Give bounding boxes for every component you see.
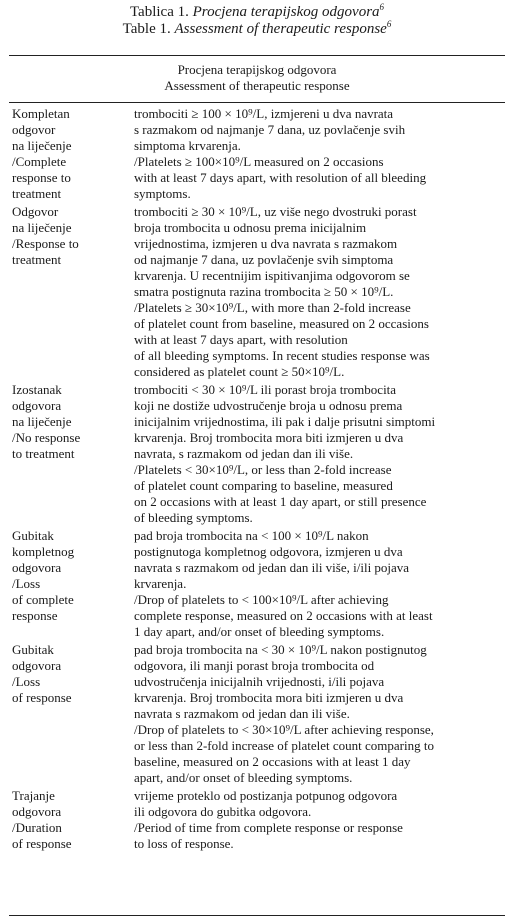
term-line: treatment <box>12 252 62 267</box>
description-line: vrijeme proteklo od postizanja potpunog odgovora <box>134 788 398 803</box>
term-line: Izostanak <box>12 382 62 397</box>
description-line: navrata s razmakom od jedan dan ili više, i/ili pojava <box>134 560 410 575</box>
description-cell <box>134 106 506 202</box>
term-line: Gubitak <box>12 642 54 657</box>
description-line: of platelet count comparing to baseline, measured <box>134 478 393 493</box>
term-line: Kompletan <box>12 106 70 121</box>
description-line: navrata s razmakom od jedan dan ili više. <box>134 706 350 721</box>
description-line: /Drop of platelets to < 30×10⁹/L after achieving response, <box>134 722 434 737</box>
term-line: /No response <box>12 430 81 445</box>
column-header-en: Assessment of therapeutic response <box>164 78 350 93</box>
description-line: udvostručenja inicijalnih vrijednosti, i/ili pojava <box>134 674 385 689</box>
description-line: s razmakom od najmanje 7 dana, uz povlačenje svih <box>134 122 406 137</box>
description-line: apart, and/or onset of bleeding symptoms. <box>134 770 353 785</box>
description-line: trombociti ≥ 30 × 10⁹/L, uz više nego dvostruki porast <box>134 204 417 219</box>
description-line: vrijednostima, izmjeren u dva navrata s razmakom <box>134 236 398 251</box>
description-cell <box>134 528 506 640</box>
term-line: na liječenje <box>12 414 72 429</box>
caption-hr <box>0 4 514 21</box>
description-line: krvarenja. U recentnijim ispitivanjima odgovorom se <box>134 268 410 283</box>
caption-label-en: Table 1. <box>122 21 171 37</box>
description-line: of platelet count from baseline, measured on 2 occasions <box>134 316 429 331</box>
header-rule <box>9 102 505 103</box>
term-cell <box>12 788 134 852</box>
term-line: of response <box>12 836 72 851</box>
term-line: of complete <box>12 592 74 607</box>
term-line: odgovora <box>12 398 62 413</box>
term-line: to treatment <box>12 446 75 461</box>
description-line: to loss of response. <box>134 836 234 851</box>
description-line: of bleeding symptoms. <box>134 510 253 525</box>
description-line: 1 day apart, and/or onset of bleeding symptoms. <box>134 624 385 639</box>
term-cell <box>12 106 134 202</box>
term-line: odgovor <box>12 122 56 137</box>
description-line: inicijalnim vrijednostima, ili pak i dalje prisutni simptomi <box>134 414 436 429</box>
term-line: /Loss <box>12 576 41 591</box>
description-line: /Platelets < 30×10⁹/L, or less than 2-fold increase <box>134 462 392 477</box>
table-caption <box>0 0 514 38</box>
table-row <box>12 642 506 786</box>
table-row <box>12 528 506 640</box>
description-line: /Platelets ≥ 30×10⁹/L, with more than 2-fold increase <box>134 300 411 315</box>
term-line: treatment <box>12 186 62 201</box>
description-line: trombociti ≥ 100 × 10⁹/L, izmjereni u dva navrata <box>134 106 394 121</box>
caption-title-en: Assessment of therapeutic response <box>174 21 387 37</box>
table-row <box>12 106 506 202</box>
description-line: trombociti < 30 × 10⁹/L ili porast broja trombocita <box>134 382 397 397</box>
description-line: baseline, measured on 2 occasions with at least 1 day <box>134 754 411 769</box>
description-line: koji ne dostiže udvostručenje broja u odnosu prema <box>134 398 403 413</box>
description-line: complete response, measured on 2 occasions with at least <box>134 608 433 623</box>
table-row <box>12 788 506 852</box>
caption-ref-hr: 6 <box>379 2 385 12</box>
description-line: /Drop of platelets to < 100×10⁹/L after achieving <box>134 592 389 607</box>
term-cell <box>12 382 134 526</box>
description-line: /Platelets ≥ 100×10⁹/L measured on 2 occasions <box>134 154 384 169</box>
term-line: /Duration <box>12 820 62 835</box>
description-line: navrata, s razmakom od jedan dan ili više. <box>134 446 354 461</box>
term-cell <box>12 204 134 380</box>
description-line: ili odgovora do gubitka odgovora. <box>134 804 312 819</box>
term-line: /Loss <box>12 674 41 689</box>
caption-label-hr: Tablica 1. <box>129 4 189 20</box>
term-line: /Response to <box>12 236 79 251</box>
description-line: pad broja trombocita na < 30 × 10⁹/L nakon postignutog <box>134 642 427 657</box>
top-rule <box>9 55 505 56</box>
description-line: smatra postignuta razina trombocita ≥ 50 × 10⁹/L. <box>134 284 394 299</box>
description-line: krvarenja. Broj trombocita mora biti izmjeren u dva <box>134 430 404 445</box>
description-line: symptoms. <box>134 186 191 201</box>
description-line: considered as platelet count ≥ 50×10⁹/L. <box>134 364 345 379</box>
description-cell <box>134 382 506 526</box>
description-cell <box>134 788 506 852</box>
description-cell <box>134 642 506 786</box>
bottom-rule <box>9 915 505 916</box>
description-line: on 2 occasions with at least 1 day apart, or still presence <box>134 494 427 509</box>
term-line: odgovora <box>12 804 62 819</box>
description-line: /Period of time from complete response or response <box>134 820 403 835</box>
caption-title-hr: Procjena terapijskog odgovora <box>192 4 380 20</box>
term-line: Trajanje <box>12 788 55 803</box>
term-line: na liječenje <box>12 220 72 235</box>
caption-ref-en: 6 <box>386 19 392 29</box>
description-line: krvarenja. Broj trombocita mora biti izmjeren u dva <box>134 690 404 705</box>
description-cell <box>134 204 506 380</box>
term-cell <box>12 642 134 786</box>
description-line: with at least 7 days apart, with resolution of all bleeding <box>134 170 427 185</box>
term-line: response <box>12 608 58 623</box>
description-line: od najmanje 7 dana, uz povlačenje svih simptoma <box>134 252 394 267</box>
description-line: or less than 2-fold increase of platelet count comparing to <box>134 738 434 753</box>
term-line: Gubitak <box>12 528 54 543</box>
term-line: response to <box>12 170 71 185</box>
description-line: postignutoga kompletnog odgovora, izmjeren u dva <box>134 544 403 559</box>
term-line: of response <box>12 690 72 705</box>
description-line: odgovora, ili manji porast broja trombocita od <box>134 658 375 673</box>
table-row <box>12 204 506 380</box>
table-row <box>12 382 506 526</box>
description-line: of all bleeding symptoms. In recent studies response was <box>134 348 430 363</box>
description-line: with at least 7 days apart, with resolution <box>134 332 348 347</box>
description-line: pad broja trombocita na < 100 × 10⁹/L nakon <box>134 528 369 543</box>
term-line: Odgovor <box>12 204 59 219</box>
table-body <box>12 106 506 852</box>
description-line: broja trombocita u odnosu prema inicijalnim <box>134 220 367 235</box>
column-header-hr: Procjena terapijskog odgovora <box>177 62 337 77</box>
term-line: kompletnog <box>12 544 75 559</box>
term-cell <box>12 528 134 640</box>
term-line: odgovora <box>12 658 62 673</box>
term-line: /Complete <box>12 154 67 169</box>
description-line: simptoma krvarenja. <box>134 138 241 153</box>
column-header <box>0 62 514 94</box>
term-line: na liječenje <box>12 138 72 153</box>
caption-en <box>0 21 514 38</box>
description-line: krvarenja. <box>134 576 187 591</box>
term-line: odgovora <box>12 560 62 575</box>
